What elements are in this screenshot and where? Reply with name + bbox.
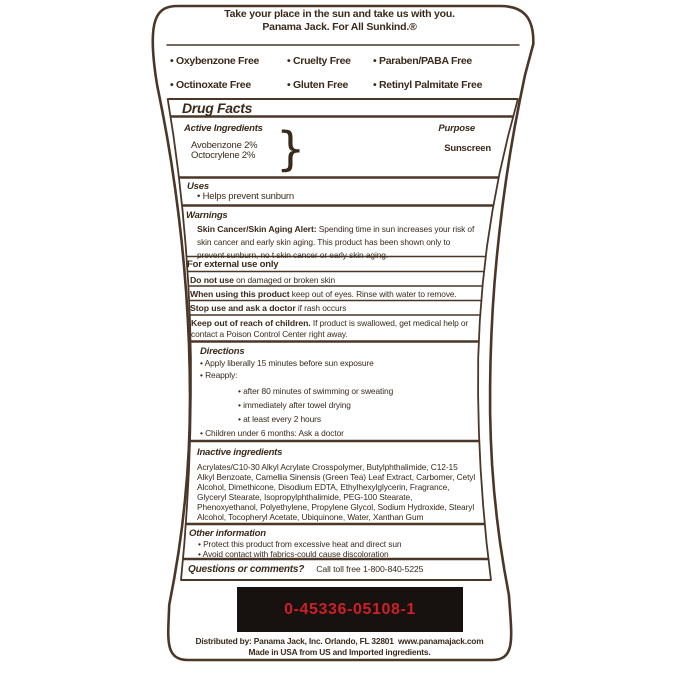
keep-out-line1: Keep out of reach of children. If product is swallowed, get medical help or (191, 318, 469, 328)
claim-retinyl-palmitate-free: • Retinyl Palmitate Free (373, 79, 482, 91)
inactive-line-3: Alcohol, Dimethicone, Disodium EDTA, Ethylhexylglycerin, Fragrance, (197, 482, 450, 492)
inactive-ingredients-heading: Inactive ingredients (197, 447, 283, 458)
keep-out-line2: contact a Poison Control Center right away. (191, 329, 348, 339)
when-using-row: When using this product keep out of eyes. Rinse with water to remove. (190, 289, 457, 299)
skin-cancer-alert-line2: skin cancer and early skin aging. This product has been shown only to (197, 237, 451, 247)
do-not-use-row: Do not use on damaged or broken skin (190, 275, 336, 285)
inactive-line-2: Alkyl Benzoate, Camellia Sinensis (Green Tea) Leaf Extract, Carbomer, Cetyl (197, 472, 476, 482)
questions-row (188, 564, 423, 575)
upc-plate (237, 587, 463, 632)
active-ingredients-heading: Active Ingredients (184, 123, 263, 134)
warnings-heading: Warnings (186, 210, 228, 221)
other-info-item-fabrics: • Avoid contact with fabrics-could cause discoloration (198, 549, 389, 560)
stop-use-row: Stop use and ask a doctor if rash occurs (190, 303, 347, 313)
directions-subitem-towel: • immediately after towel drying (238, 400, 351, 411)
skin-cancer-alert-lead: Skin Cancer/Skin Aging Alert: (197, 224, 317, 234)
claim-cruelty-free: • Cruelty Free (287, 55, 351, 67)
website-text: www.panamajack.com (397, 636, 484, 646)
claim-octinoxate-free: • Octinoxate Free (170, 79, 251, 91)
directions-item-apply: • Apply liberally 15 minutes before sun exposure (200, 358, 374, 369)
skin-cancer-alert-line1: Skin Cancer/Skin Aging Alert: Spending time in sun increases your risk of (197, 224, 475, 234)
directions-heading: Directions (200, 346, 245, 357)
purpose-heading: Purpose (438, 123, 475, 134)
tagline-line1: Take your place in the sun and take us with you. (224, 8, 455, 20)
claim-gluten-free: • Gluten Free (287, 79, 348, 91)
distributed-line: Distributed by: Panama Jack, Inc. Orlando, FL 32801 www.panamajack.com (195, 636, 484, 646)
inactive-line-6: Alcohol, Tocopheryl Acetate, Ubiquinone, Water, Xanthan Gum (197, 512, 424, 522)
claim-paraben-paba-free: • Paraben/PABA Free (373, 55, 472, 67)
other-info-item-heat: • Protect this product from excessive heat and direct sun (198, 539, 401, 550)
purpose-value: Sunscreen (444, 143, 491, 154)
directions-item-reapply: • Reapply: (200, 370, 237, 381)
brace-glyph: } (276, 122, 306, 176)
directions-subitem-2hours: • at least every 2 hours (238, 414, 321, 425)
uses-heading: Uses (187, 181, 209, 192)
questions-heading: Questions or comments? (188, 564, 305, 575)
active-ingredient-1: Avobenzone 2% (191, 140, 258, 151)
other-info-heading: Other information (189, 528, 266, 539)
directions-subitem-swimming: • after 80 minutes of swimming or sweating (238, 386, 393, 397)
directions-item-children: • Children under 6 months: Ask a doctor (200, 428, 344, 439)
questions-phone: Call toll free 1-800-840-5225 (316, 564, 424, 574)
inactive-line-1: Acrylates/C10-30 Alkyl Acrylate Crosspolymer, Butylphthalimide, C12-15 (197, 462, 458, 472)
tagline-line2: Panama Jack. For All Sunkind.® (262, 21, 417, 33)
drug-facts-title: Drug Facts (182, 100, 253, 116)
claim-oxybenzone-free: • Oxybenzone Free (170, 55, 259, 67)
uses-item: • Helps prevent sunburn (197, 192, 294, 202)
upc-code: 0-45336-05108-1 (284, 600, 416, 618)
inactive-line-5: Phenoxyethanol, Polyethylene, Propylene Glycol, Sodium Hydroxide, Stearyl (197, 502, 475, 512)
skin-cancer-alert-line3: prevent sunburn, no t skin cancer or early skin aging. (197, 250, 389, 260)
active-ingredient-2: Octocrylene 2% (191, 150, 256, 161)
inactive-line-4: Glyceryl Stearate, Isopropylphthalimide, PEG-100 Stearate, (197, 492, 413, 502)
external-use-row: For external use only (187, 259, 279, 270)
made-in-line: Made in USA from US and Imported ingredients. (248, 647, 431, 657)
